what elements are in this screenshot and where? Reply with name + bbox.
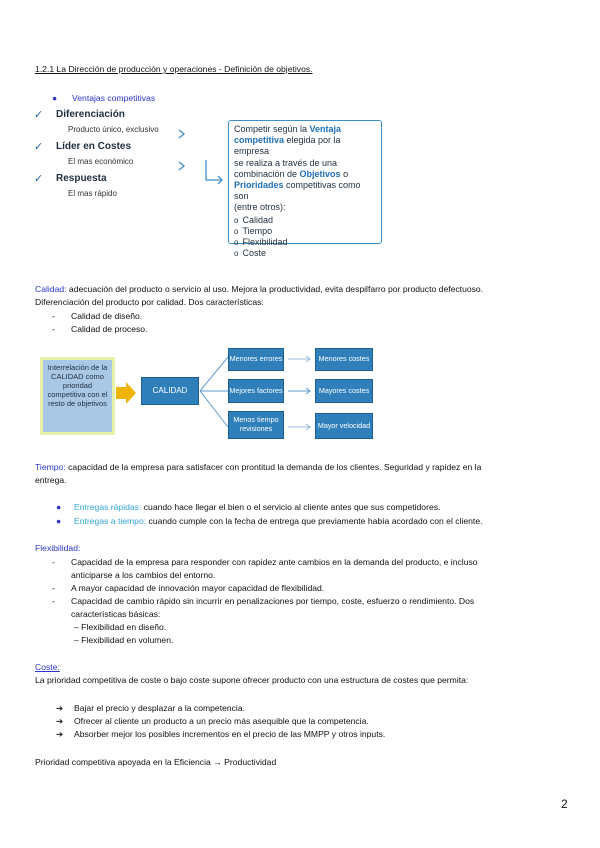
- coste-paragraph: La prioridad competitiva de coste o bajo coste supone ofrecer producto con una estructura de costes que permita:: [35, 675, 469, 685]
- tiempo-paragraph: Tiempo: capacidad de la empresa para satisfacer con prontitud la demanda de los clientes. Seguridad y rapidez en la: [35, 462, 482, 472]
- flex-item-line: Capacidad de cambio rápido sin incurrir en penalizaciones por tiempo, coste, esfuerzo o rendimiento. Dos: [71, 596, 475, 606]
- priority-item: o Coste: [234, 248, 376, 259]
- advantage-title: Diferenciación: [56, 109, 125, 120]
- dash: -: [52, 311, 55, 321]
- calidad-item: Calidad de proceso.: [71, 324, 148, 334]
- quality-interrelation-box: Interrelación de la CALIDAD como prioridad competitiva con el resto de objetivos: [40, 357, 115, 435]
- page-number: 2: [561, 797, 568, 811]
- calidad-item: Calidad de diseño.: [71, 311, 143, 321]
- result-box: Menores costes: [315, 348, 373, 371]
- dash: -: [52, 324, 55, 334]
- priority-item: o Flexibilidad: [234, 237, 376, 248]
- mid-box: Mejores factores: [228, 379, 284, 403]
- advantage-title: Líder en Costes: [56, 141, 132, 152]
- advantage-sub: El mas rápido: [68, 189, 117, 198]
- callout-box: Competir según la Ventaja competitiva elegida por la empresa se realiza a través de una combinación de Objetivos o Prioridades competitivas como son (entre otros): o Calidad o Tiempo o Flexibilidad o Coste: [228, 120, 382, 244]
- flex-item-line: A mayor capacidad de innovación mayor capacidad de flexibilidad.: [71, 583, 325, 593]
- flexibilidad-label: Flexibilidad:: [35, 543, 81, 553]
- mid-box: Menos tiempo revisiones: [228, 411, 284, 439]
- bullet-dot: ●: [56, 516, 62, 526]
- flex-item-line: Capacidad de la empresa para responder con rapidez ante cambios en la demanda del producto, e incluso: [71, 557, 478, 567]
- advantage-title: Respuesta: [56, 173, 107, 184]
- bullet-dot: ●: [52, 93, 58, 103]
- advantages-title: Ventajas competitivas: [72, 93, 156, 103]
- tiempo-line2: entrega.: [35, 475, 67, 485]
- check-icon: ✓: [34, 109, 44, 121]
- result-box: Mayores costes: [315, 379, 373, 403]
- arrow-right-icon: ➔: [56, 716, 64, 726]
- advantage-sub: Producto único, exclusivo: [68, 125, 159, 134]
- coste-item: Absorber mejor los posibles incrementos en el precio de las MMPP y otros inputs.: [74, 729, 386, 739]
- calidad-paragraph: Calidad: adecuación del producto o servicio al uso. Mejora la productividad, evita despilfarro por producto defectuoso.: [35, 284, 484, 294]
- check-icon: ✓: [34, 173, 44, 185]
- mid-box: Menores errores: [228, 348, 284, 371]
- arrow-right-icon: ➔: [56, 703, 64, 713]
- dash: -: [52, 583, 55, 593]
- competitive-advantages-diagram: [34, 92, 394, 262]
- arrow-right-icon: ➔: [56, 729, 64, 739]
- coste-footer: Prioridad competitiva apoyada en la Eficiencia → Productividad: [35, 757, 277, 767]
- coste-item: Ofrecer al cliente un producto a un precio más asequible que la competencia.: [74, 716, 369, 726]
- coste-label: Coste:: [35, 662, 60, 672]
- result-box: Mayor velocidad: [315, 413, 373, 439]
- tiempo-bullet: Entregas rápidas: cuando hace llegar el bien o el servicio al cliente antes que sus competidores.: [74, 502, 441, 512]
- arrow-right-icon: [114, 381, 138, 405]
- check-icon: ✓: [34, 141, 44, 153]
- coste-item: Bajar el precio y desplazar a la competencia.: [74, 703, 246, 713]
- connector-arrows: [174, 110, 232, 210]
- flex-item-line: características básicas:: [71, 609, 161, 619]
- calidad-box: CALIDAD: [141, 377, 199, 405]
- section-heading: 1.2.1 La Dirección de producción y operaciones - Definición de objetivos.: [35, 64, 313, 74]
- bullet-dot: ●: [56, 502, 62, 512]
- result-arrows: [284, 347, 316, 442]
- flex-sub-item: – Flexibilidad en volumen.: [74, 635, 174, 645]
- quality-diagram: [40, 347, 370, 442]
- advantage-sub: El mas económico: [68, 157, 134, 166]
- flex-item-line: anticiparse a los cambios del entorno.: [71, 570, 216, 580]
- priority-item: o Tiempo: [234, 226, 376, 237]
- dash: -: [52, 596, 55, 606]
- tiempo-bullet: Entregas a tiempo: cuando cumple con la fecha de entrega que previamente había acordado con el cliente.: [74, 516, 483, 526]
- flex-sub-item: – Flexibilidad en diseño.: [74, 622, 167, 632]
- dash: -: [52, 557, 55, 567]
- calidad-line2: Diferenciación del producto por calidad. Dos características:: [35, 297, 264, 307]
- priority-item: o Calidad: [234, 215, 376, 226]
